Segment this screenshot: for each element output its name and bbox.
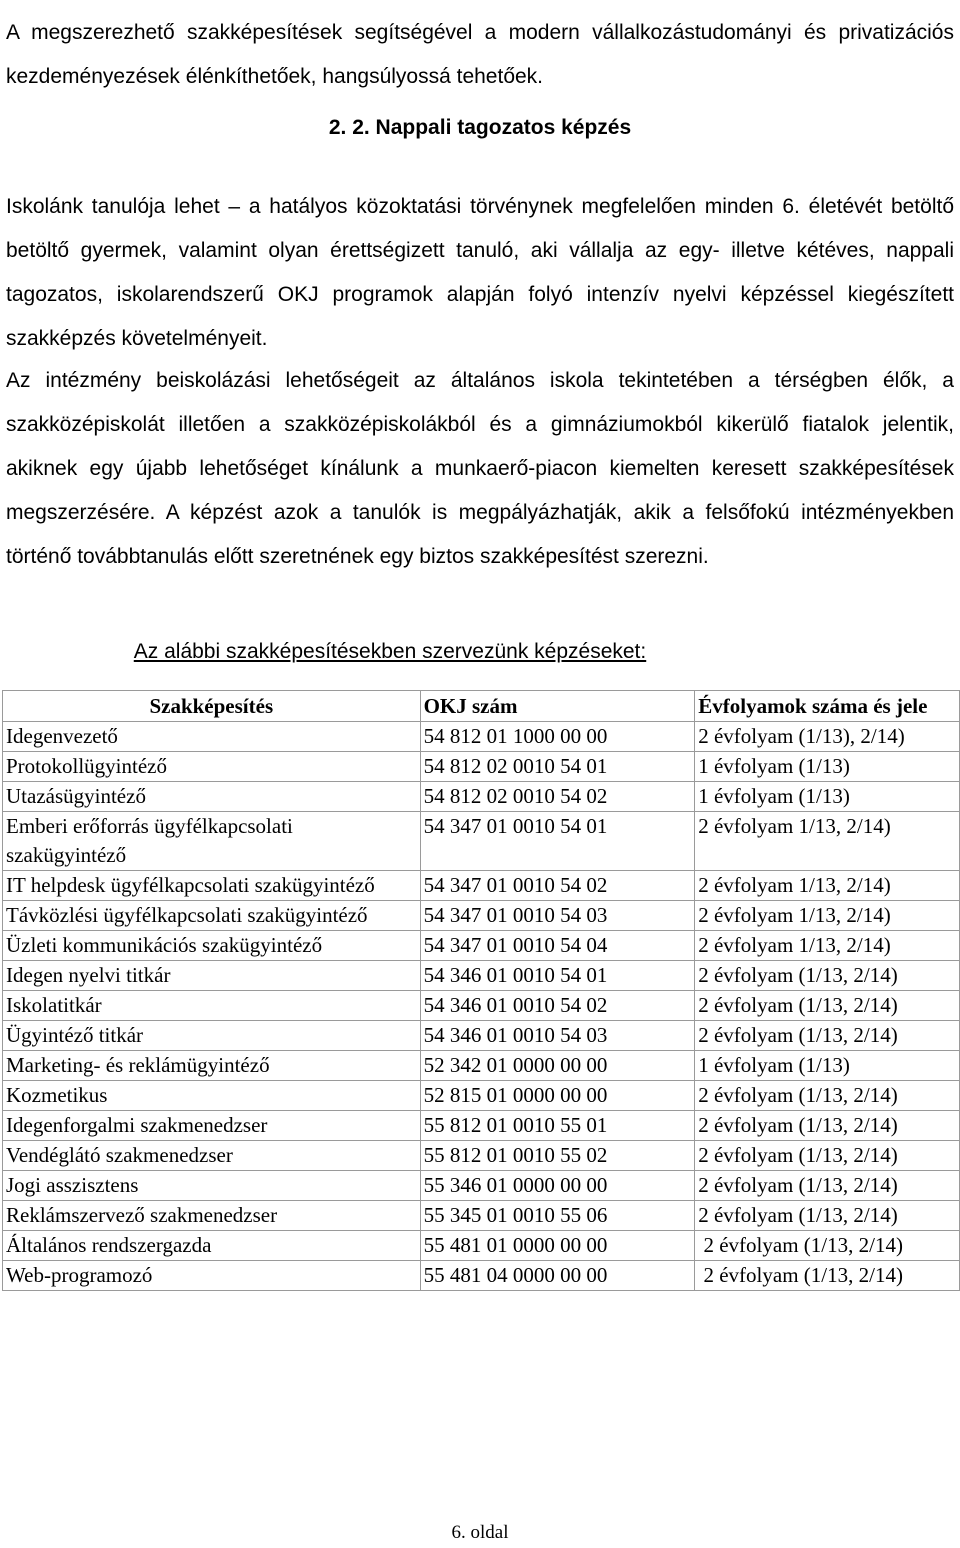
grades-cell: 2 évfolyam (1/13, 2/14) bbox=[695, 991, 960, 1021]
okj-number-cell: 54 346 01 0010 54 01 bbox=[420, 961, 695, 991]
header-grades: Évfolyamok száma és jele bbox=[695, 691, 960, 722]
okj-number-cell: 54 347 01 0010 54 03 bbox=[420, 901, 695, 931]
okj-number-cell: 55 345 01 0010 55 06 bbox=[420, 1201, 695, 1231]
grades-cell: 2 évfolyam (1/13, 2/14) bbox=[695, 1021, 960, 1051]
qualification-cell: Ügyintéző titkár bbox=[3, 1021, 421, 1051]
table-body bbox=[3, 722, 960, 1291]
qualification-cell: Idegen nyelvi titkár bbox=[3, 961, 421, 991]
table-row bbox=[3, 812, 960, 871]
qualification-cell: Utazásügyintéző bbox=[3, 782, 421, 812]
okj-number-cell: 54 347 01 0010 54 01 bbox=[420, 812, 695, 871]
okj-number-cell: 55 812 01 0010 55 01 bbox=[420, 1111, 695, 1141]
table-row bbox=[3, 871, 960, 901]
qualification-cell: Idegenvezető bbox=[3, 722, 421, 752]
eligibility-paragraph: Iskolánk tanulója lehet – a hatályos közoktatási törvénynek megfelelően minden 6. életévét betöltő betöltő gyermek, valamint olyan érettségizett tanuló, aki vállalja az egy- illetve kétéves, nappali tagozatos, iskolarendszerű OKJ programok alapján folyó intenzív nyelvi képzéssel kiegészített szakképzés követelményeit. bbox=[6, 195, 954, 350]
table-row bbox=[3, 1081, 960, 1111]
grades-cell: 2 évfolyam (1/13, 2/14) bbox=[695, 1111, 960, 1141]
okj-number-cell: 54 347 01 0010 54 04 bbox=[420, 931, 695, 961]
okj-number-cell: 54 347 01 0010 54 02 bbox=[420, 871, 695, 901]
grades-cell: 2 évfolyam (1/13), 2/14) bbox=[695, 722, 960, 752]
table-row bbox=[3, 931, 960, 961]
grades-cell: 2 évfolyam (1/13, 2/14) bbox=[695, 1201, 960, 1231]
table-row bbox=[3, 1051, 960, 1081]
table-row bbox=[3, 901, 960, 931]
section-heading: 2. 2. Nappali tagozatos képzés bbox=[328, 116, 632, 139]
grades-cell: 2 évfolyam (1/13, 2/14) bbox=[695, 1261, 960, 1291]
okj-number-cell: 54 812 02 0010 54 01 bbox=[420, 752, 695, 782]
table-row bbox=[3, 782, 960, 812]
table-row bbox=[3, 752, 960, 782]
table-row bbox=[3, 961, 960, 991]
okj-number-cell: 55 481 01 0000 00 00 bbox=[420, 1231, 695, 1261]
qualification-cell: Web-programozó bbox=[3, 1261, 421, 1291]
header-okj-number: OKJ szám bbox=[420, 691, 695, 722]
page-number: 6. oldal bbox=[451, 1522, 509, 1543]
grades-cell: 1 évfolyam (1/13) bbox=[695, 782, 960, 812]
qualification-cell: Marketing- és reklámügyintéző bbox=[3, 1051, 421, 1081]
table-row bbox=[3, 1201, 960, 1231]
qualification-cell: Idegenforgalmi szakmenedzser bbox=[3, 1111, 421, 1141]
table-title: Az alábbi szakképesítésekben szervezünk képzéseket: bbox=[133, 640, 647, 663]
qualification-cell: Jogi asszisztens bbox=[3, 1171, 421, 1201]
qualification-cell: Vendéglátó szakmenedzser bbox=[3, 1141, 421, 1171]
table-row bbox=[3, 991, 960, 1021]
grades-cell: 2 évfolyam 1/13, 2/14) bbox=[695, 871, 960, 901]
intro-paragraph: A megszerezhető szakképesítések segítségével a modern vállalkozástudományi és privatizációs kezdeményezések élénkíthetőek, hangsúlyossá tehetőek. bbox=[6, 21, 954, 88]
grades-cell: 2 évfolyam 1/13, 2/14) bbox=[695, 931, 960, 961]
qualification-cell: Üzleti kommunikációs szakügyintéző bbox=[3, 931, 421, 961]
okj-number-cell: 54 812 02 0010 54 02 bbox=[420, 782, 695, 812]
qualification-cell: Protokollügyintéző bbox=[3, 752, 421, 782]
table-row bbox=[3, 1261, 960, 1291]
qualification-cell: Kozmetikus bbox=[3, 1081, 421, 1111]
table-row bbox=[3, 1231, 960, 1261]
okj-number-cell: 54 346 01 0010 54 02 bbox=[420, 991, 695, 1021]
grades-cell: 2 évfolyam (1/13, 2/14) bbox=[695, 961, 960, 991]
qualifications-table bbox=[2, 690, 960, 1291]
grades-cell: 2 évfolyam (1/13, 2/14) bbox=[695, 1081, 960, 1111]
table-row bbox=[3, 1021, 960, 1051]
grades-cell: 2 évfolyam (1/13, 2/14) bbox=[695, 1141, 960, 1171]
grades-cell: 2 évfolyam 1/13, 2/14) bbox=[695, 812, 960, 871]
table-row bbox=[3, 722, 960, 752]
table-row bbox=[3, 1111, 960, 1141]
grades-cell: 2 évfolyam 1/13, 2/14) bbox=[695, 901, 960, 931]
qualification-cell: Távközlési ügyfélkapcsolati szakügyintéző bbox=[3, 901, 421, 931]
grades-cell: 1 évfolyam (1/13) bbox=[695, 1051, 960, 1081]
okj-number-cell: 55 481 04 0000 00 00 bbox=[420, 1261, 695, 1291]
okj-number-cell: 55 346 01 0000 00 00 bbox=[420, 1171, 695, 1201]
table-header-row bbox=[3, 691, 960, 722]
qualification-cell: Emberi erőforrás ügyfélkapcsolati szakügyintéző bbox=[3, 812, 421, 871]
table-row bbox=[3, 1171, 960, 1201]
qualification-cell: Reklámszervező szakmenedzser bbox=[3, 1201, 421, 1231]
table-row bbox=[3, 1141, 960, 1171]
okj-number-cell: 52 815 01 0000 00 00 bbox=[420, 1081, 695, 1111]
qualification-cell: IT helpdesk ügyfélkapcsolati szakügyintéző bbox=[3, 871, 421, 901]
okj-number-cell: 54 346 01 0010 54 03 bbox=[420, 1021, 695, 1051]
okj-number-cell: 52 342 01 0000 00 00 bbox=[420, 1051, 695, 1081]
okj-number-cell: 54 812 01 1000 00 00 bbox=[420, 722, 695, 752]
grades-cell: 1 évfolyam (1/13) bbox=[695, 752, 960, 782]
grades-cell: 2 évfolyam (1/13, 2/14) bbox=[695, 1171, 960, 1201]
qualification-cell: Iskolatitkár bbox=[3, 991, 421, 1021]
header-qualification: Szakképesítés bbox=[3, 691, 421, 722]
okj-number-cell: 55 812 01 0010 55 02 bbox=[420, 1141, 695, 1171]
enrollment-paragraph: Az intézmény beiskolázási lehetőségeit az általános iskola tekintetében a térségben élők, a szakközépiskolát illetően a szakközépiskolákból és a gimnáziumokból kikerülő fiatalok jelentik, akiknek egy újabb lehetőséget kínálunk a munkaerő-piacon kiemelten keresett szakképesítések megszerzésére. A képzést azok a tanulók is megpályázhatják, akik a felsőfokú intézményekben történő továbbtanulás előtt szeretnének egy biztos szakképesítést szerezni. bbox=[6, 369, 954, 568]
grades-cell: 2 évfolyam (1/13, 2/14) bbox=[695, 1231, 960, 1261]
qualification-cell: Általános rendszergazda bbox=[3, 1231, 421, 1261]
